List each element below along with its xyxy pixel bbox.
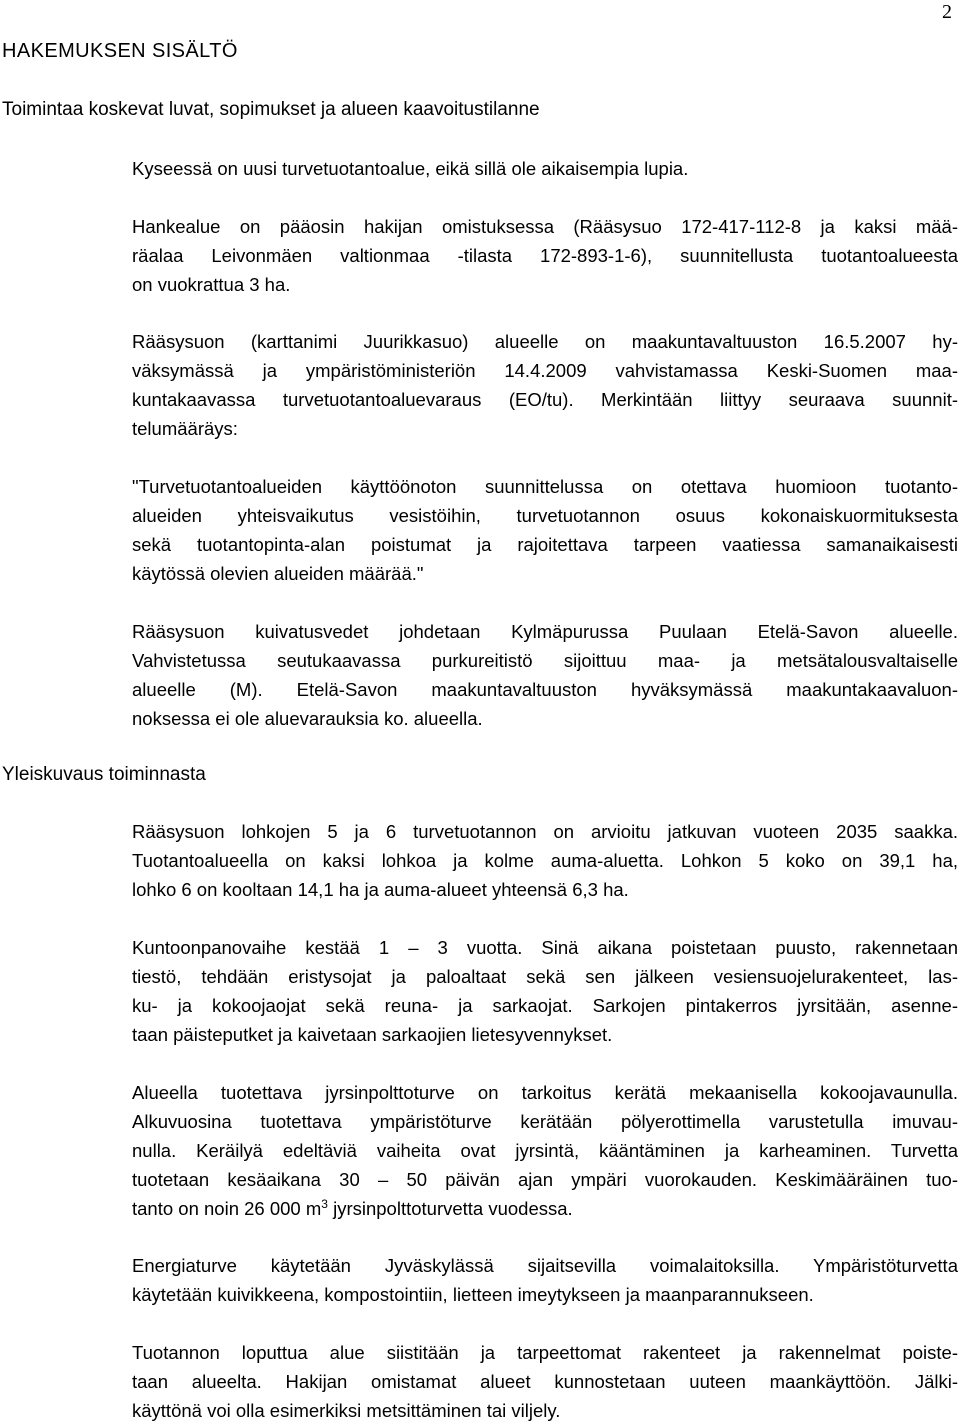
page-number: 2	[942, 1, 952, 23]
text-fragment: jyrsinpolttoturvetta vuodessa.	[333, 1198, 573, 1219]
paragraph-production-duration	[132, 817, 958, 904]
section-heading-permits: Toimintaa koskevat luvat, sopimukset ja alueen kaavoitustilanne	[2, 99, 540, 120]
text-fragment: tanto on noin 26 000 m	[132, 1198, 322, 1219]
text-line: Energiaturve käytetään Jyväskylässä sijaitsevilla voimalaitoksilla. Ympäristöturvetta	[132, 1255, 958, 1276]
text-line: ku- ja kokoojaojat sekä reuna- ja sarkaojat. Sarkojen pintakerros jyrsitään, asenne-	[132, 995, 958, 1016]
text-line: Vahvistetussa seutukaavassa purkureitistö sijoittuu maa- ja metsätalousvaltaiselle	[132, 650, 958, 671]
text-line: Rääsysuon (karttanimi Juurikkasuo) alueelle on maakuntavaltuuston 16.5.2007 hy-	[132, 331, 958, 352]
text-line: nulla. Keräilyä edeltäviä vaiheita ovat jyrsintä, kääntäminen ja karheaminen. Turvetta	[132, 1140, 958, 1161]
paragraph-planning-regulation-quote	[132, 472, 958, 588]
paragraph-peat-production	[132, 1078, 958, 1223]
paragraph-preparation-phase	[132, 933, 958, 1049]
text-line	[132, 1194, 958, 1223]
text-line: alueelle (M). Etelä-Savon maakuntavaltuuston hyväksymässä maakuntakaavaluon-	[132, 679, 958, 700]
text-line: Hankealue on pääosin hakijan omistuksessa (Rääsysuo 172-417-112-8 ja kaksi mää-	[132, 216, 958, 237]
paragraph-drainage-waters	[132, 617, 958, 733]
text-line: on vuokrattua 3 ha.	[132, 274, 291, 295]
text-line: Alkuvuosina tuotettava ympäristöturve kerätään pölyerottimella varustetulla imuvau-	[132, 1111, 958, 1132]
document-title: HAKEMUKSEN SISÄLTÖ	[2, 40, 238, 62]
text-line: kuntakaavassa turvetuotantoaluevaraus (EO/tu). Merkintään liittyy seuraava suunnit-	[132, 389, 958, 410]
text-line: taan alueelta. Hakijan omistamat alueet kunnostetaan uuteen maankäyttöön. Jälki-	[132, 1371, 958, 1392]
text-line: räalaa Leivonmäen valtionmaa -tilasta 172-893-1-6), suunnitellusta tuotantoalueesta	[132, 245, 958, 266]
paragraph-aftercare	[132, 1338, 958, 1425]
text-line: lohko 6 on kooltaan 14,1 ha ja auma-alueet yhteensä 6,3 ha.	[132, 879, 629, 900]
text-line: käyttönä voi olla esimerkiksi metsittäminen tai viljely.	[132, 1400, 561, 1421]
text-line: noksessa ei ole aluevarauksia ko. alueella.	[132, 708, 483, 729]
text-line: Alueella tuotettava jyrsinpolttoturve on tarkoitus kerätä mekaanisella kokoojavaunulla.	[132, 1082, 958, 1103]
text-line: käytetään kuivikkeena, kompostointiin, lietteen imeytykseen ja maanparannukseen.	[132, 1284, 814, 1305]
text-line: tuotetaan kesäaikana 30 – 50 päivän ajan ympäri vuorokauden. Keskimääräinen tuo-	[132, 1169, 958, 1190]
text-line: Rääsysuon kuivatusvedet johdetaan Kylmäpurussa Puulaan Etelä-Savon alueelle.	[132, 621, 958, 642]
paragraph-regional-plan	[132, 327, 958, 443]
text-line: Kuntoonpanovaihe kestää 1 – 3 vuotta. Sinä aikana poistetaan puusto, rakennetaan	[132, 937, 958, 958]
text-line: tiestö, tehdään eristysojat ja paloaltaat sekä sen jälkeen vesiensuojelurakenteet, las-	[132, 966, 958, 987]
text-line: "Turvetuotantoalueiden käyttöönoton suunnittelussa on otettava huomioon tuotanto-	[132, 476, 958, 497]
text-line: alueiden yhteisvaikutus vesistöihin, turvetuotannon osuus kokonaiskuormituksesta	[132, 505, 958, 526]
text-line: sekä tuotantopinta-alan poistumat ja rajoitettava tarpeen vaatiessa samanaikaisesti	[132, 534, 958, 555]
text-line: Rääsysuon lohkojen 5 ja 6 turvetuotannon on arvioitu jatkuvan vuoteen 2035 saakka.	[132, 821, 958, 842]
text-line: taan päisteputket ja kaivetaan sarkaojien lietesyvennykset.	[132, 1024, 613, 1045]
section-heading-overview: Yleiskuvaus toiminnasta	[2, 764, 206, 785]
text-line: Tuotantoalueella on kaksi lohkoa ja kolme auma-aluetta. Lohkon 5 koko on 39,1 ha,	[132, 850, 958, 871]
text-line: väksymässä ja ympäristöministeriön 14.4.2009 vahvistamassa Keski-Suomen maa-	[132, 360, 958, 381]
paragraph-no-previous-permits	[132, 154, 958, 183]
paragraph-ownership	[132, 212, 958, 299]
text-line: telumääräys:	[132, 418, 238, 439]
text-line: Tuotannon loputtua alue siistitään ja tarpeettomat rakenteet ja rakennelmat poiste-	[132, 1342, 958, 1363]
text-line: käytössä olevien alueiden määrää."	[132, 563, 424, 584]
text-line: Kyseessä on uusi turvetuotantoalue, eikä sillä ole aikaisempia lupia.	[132, 158, 689, 179]
superscript-3: 3	[321, 1197, 328, 1211]
paragraph-peat-usage	[132, 1251, 958, 1309]
